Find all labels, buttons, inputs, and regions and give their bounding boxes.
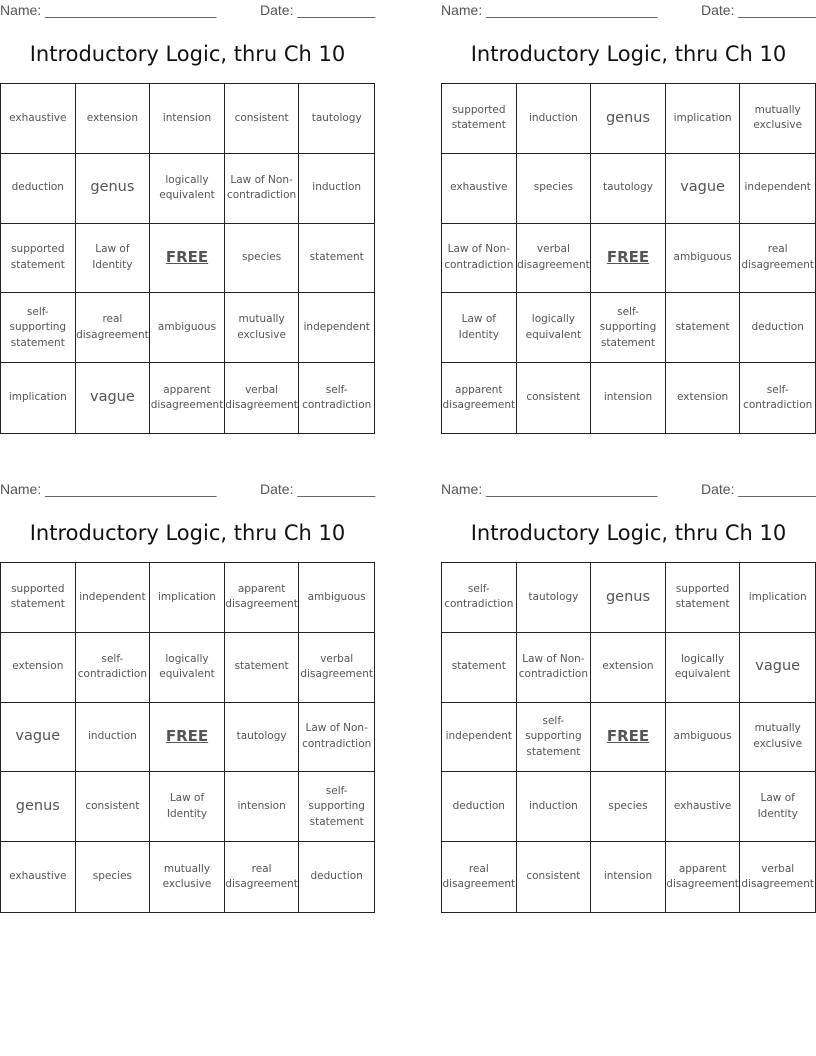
- bingo-cell: intension: [225, 772, 300, 842]
- bingo-cell: consistent: [225, 84, 300, 154]
- bingo-cell: independent: [299, 293, 374, 363]
- bingo-cell: supported statement: [1, 563, 76, 633]
- bingo-cell: Law of Non-contradiction: [442, 224, 517, 294]
- bingo-cell: tautology: [225, 703, 300, 773]
- name-date-row: [0, 481, 375, 499]
- bingo-cell: implication: [150, 563, 225, 633]
- bingo-cell: verbal disagreement: [299, 633, 374, 703]
- card-title: Introductory Logic, thru Ch 10: [29, 521, 346, 545]
- bingo-cell: extension: [76, 84, 151, 154]
- bingo-cell: induction: [517, 84, 592, 154]
- bingo-cell: induction: [76, 703, 151, 773]
- bingo-cell: vague: [740, 633, 815, 703]
- bingo-cell: mutually exclusive: [740, 703, 815, 773]
- bingo-cell: deduction: [442, 772, 517, 842]
- bingo-cell: verbal disagreement: [741, 862, 815, 891]
- bingo-cell: self-contradiction: [76, 633, 151, 703]
- bingo-cell: self-contradiction: [302, 383, 372, 412]
- bingo-cell: apparent disagreement: [666, 842, 741, 912]
- bingo-cell: self-supporting statement: [517, 703, 592, 773]
- name-field-label: Name: ______________________: [441, 481, 658, 497]
- bingo-cell: extension: [591, 633, 666, 703]
- bingo-cell: consistent: [517, 363, 592, 433]
- bingo-cell: verbal disagreement: [225, 363, 300, 433]
- bingo-cell: mutually exclusive: [740, 84, 815, 154]
- bingo-cell: real disagreement: [76, 293, 151, 363]
- name-date-row: [441, 2, 816, 20]
- bingo-cell: implication: [740, 563, 815, 633]
- bingo-cell: deduction: [1, 154, 76, 224]
- bingo-cell: induction: [299, 154, 374, 224]
- bingo-cell: exhaustive: [666, 772, 741, 842]
- bingo-cell: logically equivalent: [150, 154, 225, 224]
- bingo-cell: genus: [1, 772, 76, 842]
- card-title: Introductory Logic, thru Ch 10: [470, 42, 787, 66]
- bingo-cell: Law of Identity: [740, 772, 815, 842]
- bingo-cell: species: [225, 224, 300, 294]
- bingo-cell: ambiguous: [666, 703, 741, 773]
- bingo-cell: self-supporting statement: [299, 772, 374, 842]
- bingo-cell: vague: [666, 154, 741, 224]
- bingo-cell: supported statement: [1, 224, 76, 294]
- bingo-cell: ambiguous: [666, 224, 741, 294]
- bingo-cell: self-contradiction: [442, 563, 517, 633]
- bingo-cell: logically equivalent: [517, 293, 592, 363]
- bingo-cell: mutually exclusive: [150, 842, 225, 912]
- bingo-cell: verbal disagreement: [517, 224, 592, 294]
- name-field-label: Name: ______________________: [441, 2, 658, 18]
- bingo-cell: statement: [666, 293, 741, 363]
- bingo-cell: Law of Non-contradiction: [225, 154, 300, 224]
- name-date-row: [441, 481, 816, 499]
- bingo-grid: [0, 562, 375, 913]
- bingo-cell: independent: [740, 154, 815, 224]
- bingo-cell: intension: [150, 84, 225, 154]
- bingo-cell: consistent: [76, 772, 151, 842]
- bingo-cell: extension: [666, 363, 741, 433]
- bingo-grid: [441, 83, 816, 434]
- bingo-grid: [441, 562, 816, 913]
- bingo-cell: exhaustive: [1, 84, 76, 154]
- bingo-cell: Law of Identity: [442, 293, 517, 363]
- bingo-cell: statement: [442, 633, 517, 703]
- date-field-label: Date: __________: [701, 2, 816, 18]
- bingo-cell: statement: [299, 224, 374, 294]
- bingo-cell: implication: [1, 363, 76, 433]
- bingo-cell: exhaustive: [1, 842, 76, 912]
- bingo-cell: tautology: [591, 154, 666, 224]
- bingo-cell: consistent: [517, 842, 592, 912]
- name-date-row: [0, 2, 375, 20]
- date-field-label: Date: __________: [260, 481, 376, 497]
- bingo-cell: species: [591, 772, 666, 842]
- card-title: Introductory Logic, thru Ch 10: [29, 42, 346, 66]
- bingo-cell: statement: [225, 633, 300, 703]
- bingo-cell: Law of Identity: [76, 224, 151, 294]
- bingo-cell: mutually exclusive: [225, 293, 300, 363]
- bingo-cell: real disagreement: [442, 842, 517, 912]
- bingo-cell: Law of Identity: [150, 772, 225, 842]
- free-space-cell: FREE: [150, 224, 225, 294]
- bingo-cell: self-contradiction: [743, 383, 813, 412]
- bingo-cell: species: [76, 842, 151, 912]
- bingo-cell: supported statement: [666, 563, 741, 633]
- bingo-cell: ambiguous: [150, 293, 225, 363]
- name-field-label: Name: ______________________: [0, 2, 217, 18]
- bingo-cell: vague: [1, 703, 76, 773]
- bingo-cell: apparent disagreement: [442, 363, 517, 433]
- free-space-cell: FREE: [150, 703, 225, 773]
- bingo-cell: self-supporting statement: [1, 293, 76, 363]
- bingo-cell: intension: [591, 842, 666, 912]
- free-space-cell: FREE: [591, 224, 666, 294]
- bingo-cell: deduction: [310, 870, 363, 883]
- date-field-label: Date: __________: [260, 2, 376, 18]
- bingo-cell: real disagreement: [225, 842, 300, 912]
- name-field-label: Name: ______________________: [0, 481, 217, 497]
- bingo-cell: exhaustive: [442, 154, 517, 224]
- bingo-cell: tautology: [517, 563, 592, 633]
- bingo-cell: genus: [76, 154, 151, 224]
- bingo-cell: real disagreement: [740, 224, 815, 294]
- free-space-cell: FREE: [591, 703, 666, 773]
- bingo-cell: species: [517, 154, 592, 224]
- bingo-cell: implication: [666, 84, 741, 154]
- bingo-cell: logically equivalent: [150, 633, 225, 703]
- bingo-cell: supported statement: [442, 84, 517, 154]
- bingo-cell: independent: [442, 703, 517, 773]
- bingo-cell: deduction: [740, 293, 815, 363]
- card-title: Introductory Logic, thru Ch 10: [470, 521, 787, 545]
- bingo-cell: Law of Non-contradiction: [299, 703, 374, 773]
- bingo-cell: tautology: [299, 84, 374, 154]
- bingo-cell: vague: [76, 363, 151, 433]
- bingo-cell: genus: [591, 84, 666, 154]
- bingo-cell: independent: [76, 563, 151, 633]
- bingo-cell: induction: [517, 772, 592, 842]
- bingo-cell: apparent disagreement: [225, 563, 300, 633]
- bingo-cell: apparent disagreement: [150, 363, 225, 433]
- date-field-label: Date: __________: [701, 481, 816, 497]
- bingo-cell: extension: [1, 633, 76, 703]
- bingo-cell: Law of Non-contradiction: [517, 633, 592, 703]
- bingo-cell: self-supporting statement: [591, 293, 666, 363]
- bingo-cell: ambiguous: [299, 563, 374, 633]
- bingo-grid: [0, 83, 375, 434]
- bingo-cell: logically equivalent: [666, 633, 741, 703]
- bingo-cell: intension: [591, 363, 666, 433]
- bingo-cell: genus: [591, 563, 666, 633]
